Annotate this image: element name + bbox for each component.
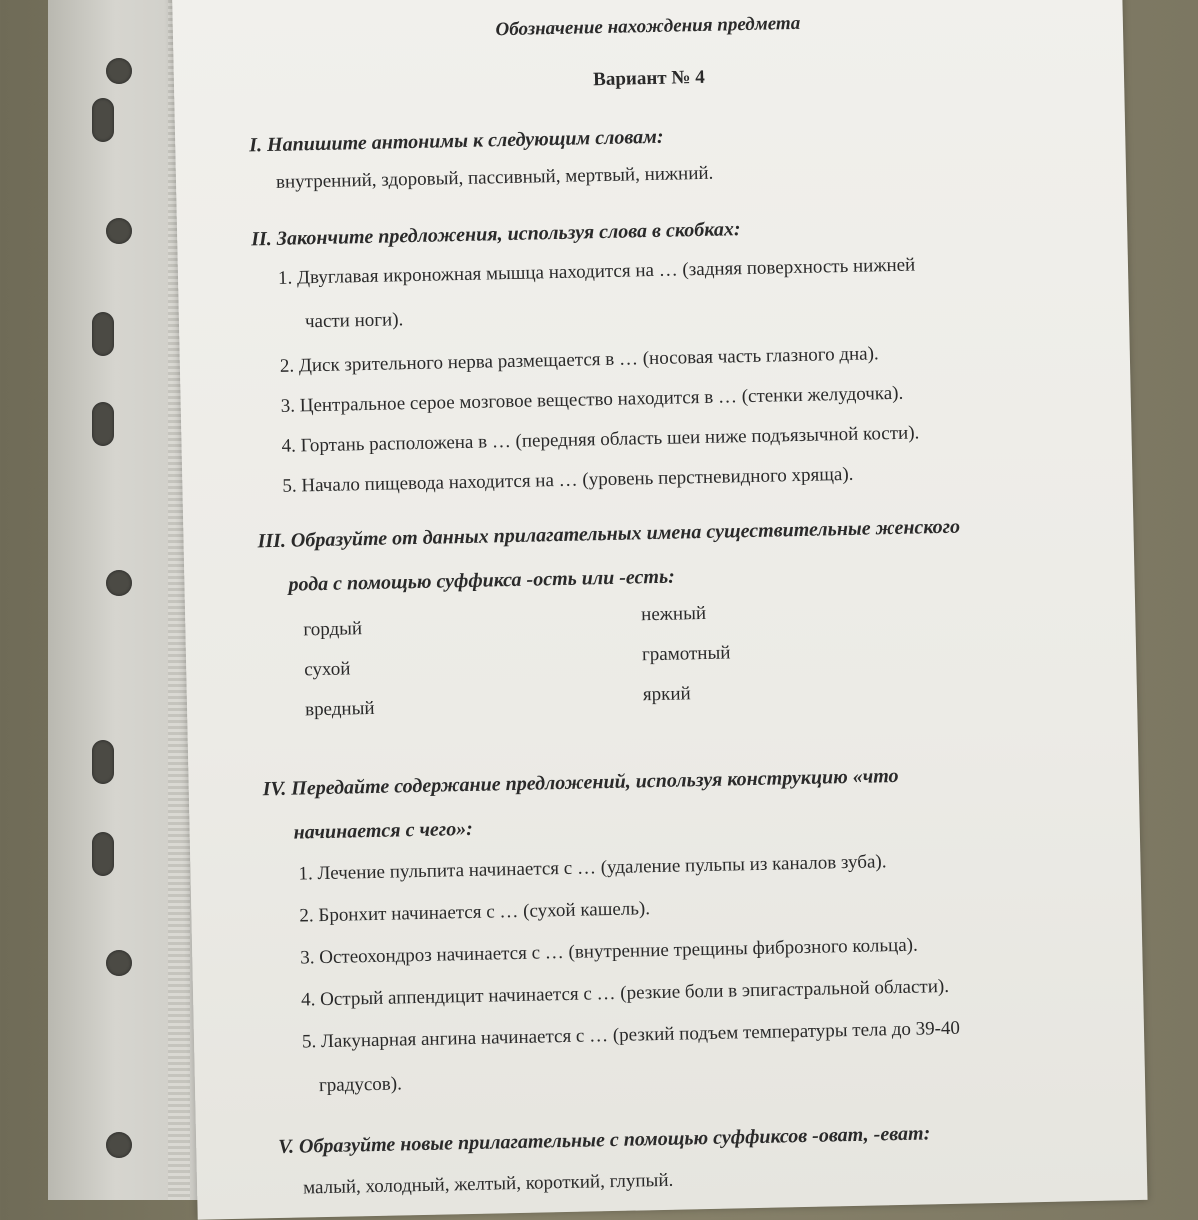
list-item: 4. Гортань расположена в … (передняя область шеи ниже подъязычной кости). [281,422,920,457]
adjective-left: сухой [304,658,351,681]
list-item: 3. Остеохондроз начинается с … (внутренние трещины фиброзного кольца). [300,934,918,969]
binder-hole [106,218,132,244]
list-item: 3. Центральное серое мозговое вещество находится в … (стенки желудочка). [280,382,904,417]
variant-number: Вариант № 4 [592,66,705,91]
binder-hole [106,570,132,596]
list-item: 5. Лакунарная ангина начинается с … (резкий подъем температуры тела до 39-40 [301,1017,961,1053]
section-2-heading: II. Закончите предложения, используя слова в скобках: [251,218,741,251]
binder-hole [92,98,114,142]
list-item-continuation: части ноги). [304,309,404,333]
list-item: 2. Диск зрительного нерва размещается в … (носовая часть глазного дна). [279,343,879,377]
adjective-left: гордый [303,618,363,641]
section-5-words: малый, холодный, желтый, короткий, глупый. [302,1169,674,1199]
document-title: Обозначение нахождения предмета [495,12,801,41]
section-1-words: внутренний, здоровый, пассивный, мертвый, нижний. [275,162,714,193]
binder-hole [92,740,114,784]
section-3-heading-line-1: III. Образуйте от данных прилагательных имена существительные женского [257,515,961,553]
list-item: 2. Бронхит начинается с … (сухой кашель). [299,898,651,927]
section-4-heading-line-2: начинается с чего»: [293,817,474,844]
adjective-left: вредный [304,697,375,721]
list-item: 1. Лечение пульпита начинается с … (удаление пульпы из каналов зуба). [298,851,887,885]
section-3-heading-line-2: рода с помощью суффикса -ость или -есть: [288,565,675,596]
list-item: 1. Двуглавая икроножная мышца находится на … (задняя поверхность нижней [277,254,916,289]
list-item: 4. Острый аппендицит начинается с … (резкие боли в эпигастральной области). [300,975,950,1011]
adjective-right: грамотный [641,642,731,666]
binder-hole [92,402,114,446]
adjective-right: яркий [642,683,691,706]
list-item: 5. Начало пищевода находится на … (уровень перстневидного хряща). [282,463,854,497]
section-4-heading-line-1: IV. Передайте содержание предложений, используя конструкцию «что [262,764,899,801]
binder-hole [106,58,132,84]
binder-hole [106,1132,132,1158]
binder-hole [92,312,114,356]
binder-hole [92,832,114,876]
section-1-heading: I. Напишите антонимы к следующим словам: [249,125,664,157]
paper-sheet [172,0,1148,1220]
section-5-heading: V. Образуйте новые прилагательные с помощью суффиксов -оват, -еват: [278,1122,931,1159]
adjective-right: нежный [640,602,707,626]
binder-hole [106,950,132,976]
list-item-continuation: градусов). [318,1073,403,1097]
